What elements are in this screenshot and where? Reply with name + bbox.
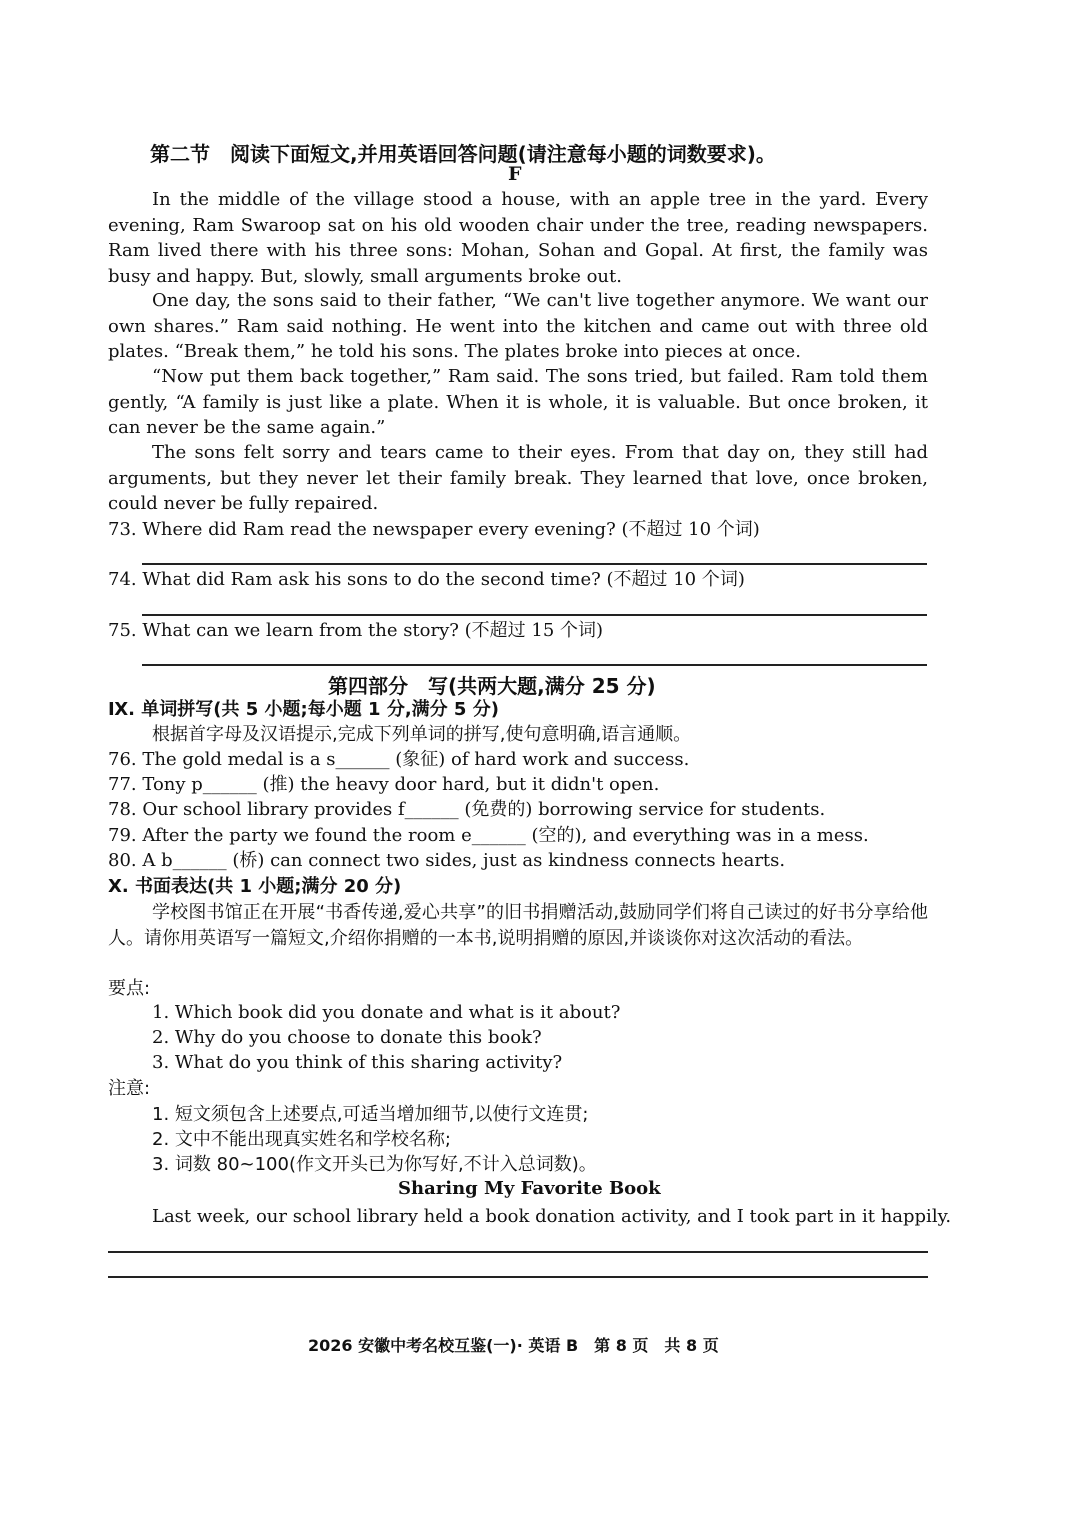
point-1: 1. Which book did you donate and what is it about? xyxy=(152,1002,621,1023)
points-label: 要点: xyxy=(108,978,151,999)
passage-paragraph-3: “Now put them back together,” Ram said. The sons tried, but failed. Ram told them gently, “A family is just like a plate. When it is whole, it is valuable. But once broken, it can never be the same again.” xyxy=(108,366,928,438)
notes-label: 注意: xyxy=(108,1078,151,1099)
point-2: 2. Why do you choose to donate this book? xyxy=(152,1027,542,1048)
passage-paragraph-2: One day, the sons said to their father, “We can't live together anymore. We want our own shares.” Ram said nothing. He went into the kitchen and came out with three old plates. “Break them,” he told his sons. The plates broke into pieces at once. xyxy=(108,290,928,362)
x-prompt: 学校图书馆正在开展“书香传递,爱心共享”的旧书捐赠活动,鼓励同学们将自己读过的好书分享给他人。请你用英语写一篇短文,介绍你捐赠的一本书,说明捐赠的原因,并谈谈你对这次活动的看法。 xyxy=(108,902,928,949)
part4-heading: 第四部分 写(共两大题,满分 25 分) xyxy=(328,674,656,698)
question-74: 74. What did Ram ask his sons to do the second time? (不超过 10 个词) xyxy=(108,569,745,590)
essay-writing-line-2[interactable] xyxy=(108,1276,928,1278)
note-2: 2. 文中不能出现真实姓名和学校名称; xyxy=(152,1129,451,1150)
note-3: 3. 词数 80~100(作文开头已为你写好,不计入总词数)。 xyxy=(152,1154,597,1175)
question-73: 73. Where did Ram read the newspaper every evening? (不超过 10 个词) xyxy=(108,519,760,540)
question-75: 75. What can we learn from the story? (不超过 15 个词) xyxy=(108,620,604,641)
note-1: 1. 短文须包含上述要点,可适当增加细节,以使行文连贯; xyxy=(152,1104,589,1125)
page-footer: 2026 安徽中考名校互鉴(一)· 英语 B 第 8 页 共 8 页 xyxy=(308,1336,719,1355)
x-heading: Ⅹ. 书面表达(共 1 小题;满分 20 分) xyxy=(108,876,402,897)
spelling-item-77: 77. Tony p______ (推) the heavy door hard, but it didn't open. xyxy=(108,774,660,795)
spelling-item-78: 78. Our school library provides f______ (免费的) borrowing service for students. xyxy=(108,799,826,820)
essay-title: Sharing My Favorite Book xyxy=(398,1178,661,1199)
ix-heading: Ⅸ. 单词拼写(共 5 小题;每小题 1 分,满分 5 分) xyxy=(108,699,499,720)
answer-line-74[interactable] xyxy=(142,614,927,616)
answer-line-75[interactable] xyxy=(142,664,927,666)
ix-instruction: 根据首字母及汉语提示,完成下列单词的拼写,使句意明确,语言通顺。 xyxy=(152,724,692,745)
spelling-item-80: 80. A b______ (桥) can connect two sides, just as kindness connects hearts. xyxy=(108,850,786,871)
essay-writing-line-1[interactable] xyxy=(108,1251,928,1253)
point-3: 3. What do you think of this sharing activity? xyxy=(152,1052,563,1073)
passage-letter: F xyxy=(508,163,522,185)
passage-paragraph-1: In the middle of the village stood a house, with an apple tree in the yard. Every evening, Ram Swaroop sat on his old wooden chair under the tree, reading newspapers. Ram lived there with his three sons: Mohan, Sohan and Gopal. At first, the family was busy and happy. But, slowly, small arguments broke out. xyxy=(108,189,928,287)
spelling-item-79: 79. After the party we found the room e______ (空的), and everything was in a mess. xyxy=(108,825,869,846)
passage-paragraph-4: The sons felt sorry and tears came to their eyes. From that day on, they still had arguments, but they never let their family break. They learned that love, once broken, could never be fully repaired. xyxy=(108,442,928,514)
essay-opening: Last week, our school library held a book donation activity, and I took part in it happily. xyxy=(152,1206,952,1227)
section-heading: 第二节 阅读下面短文,并用英语回答问题(请注意每小题的词数要求)。 xyxy=(150,142,776,166)
spelling-item-76: 76. The gold medal is a s______ (象征) of hard work and success. xyxy=(108,749,690,770)
answer-line-73[interactable] xyxy=(142,563,927,565)
